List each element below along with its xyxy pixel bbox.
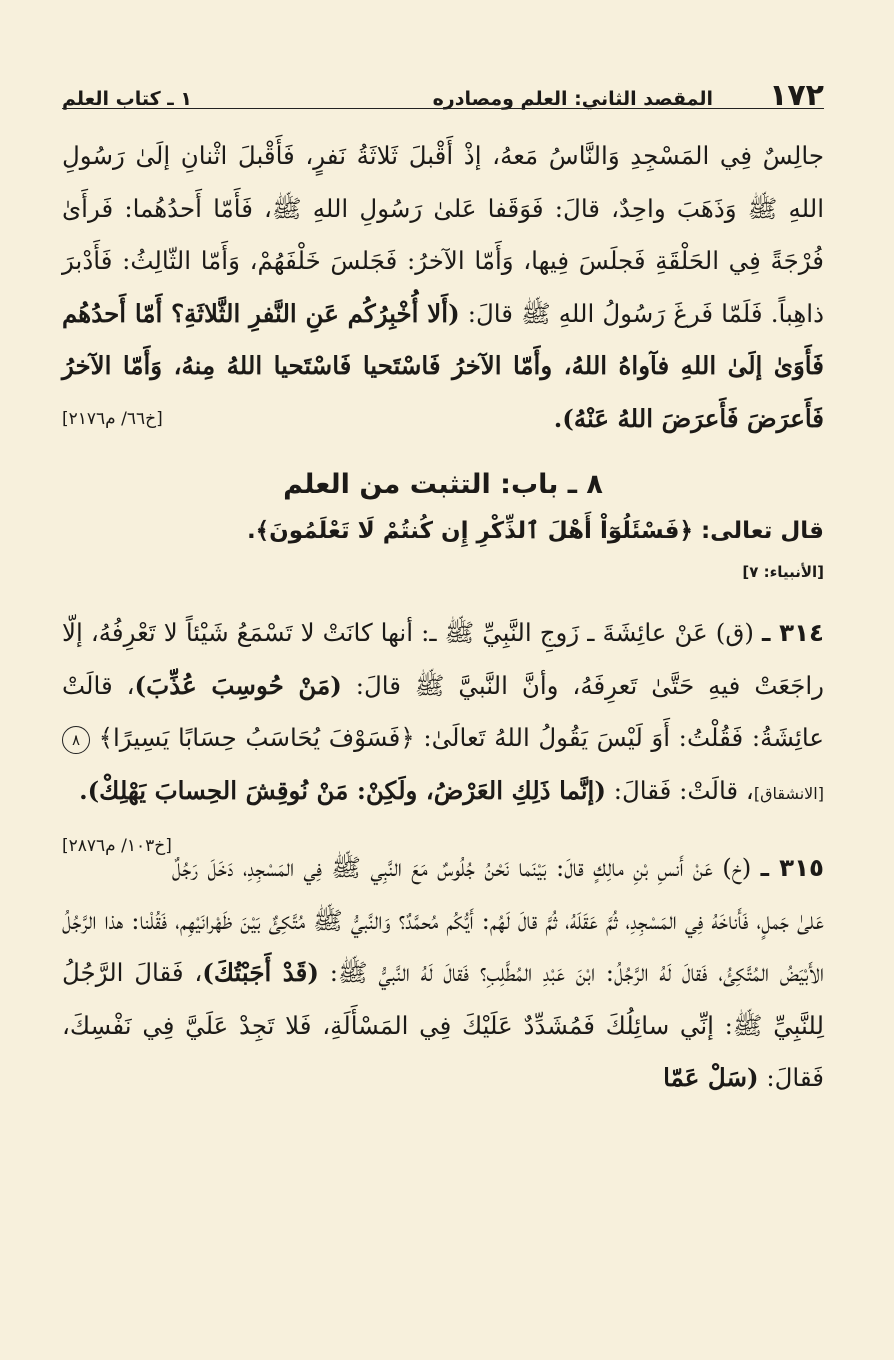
prophetic-saying: (أَلا أُخْبِرُكُم عَنِ النَّفرِ الثَّلاثَةِ؟ أَمّا أَحدُهُم فَأَوَىٰ إلَىٰ اللهِ فآواهُ اللهُ، وأَمّا الآخرُ فَاسْتَحيا فَاسْتَحيا اللهُ مِنهُ، وَأَمّا الآخرُ فَأَعرَضَ فَأَعرَضَ اللهُ عَنْهُ). <box>62 298 824 433</box>
hadith-314 <box>62 607 824 856</box>
verse-intro: قال تعالى: <box>692 518 824 544</box>
hadith-text: (ق) عَنْ عائِشَةَ ـ زَوجِ النَّبِيِّ ﷺ ـ: أنها كانَتْ لا تَسْمَعُ شَيْئاً لا تَعْرِفُهُ، إلّا راجَعَتْ فيهِ حَتَّىٰ تَعرِفَهُ، وأنَّ النَّبيَّ ﷺ قالَ: <box>62 618 824 700</box>
section-heading: ٨ ـ باب: التثبت من العلم <box>283 469 603 500</box>
paragraph-text: جالِسٌ فِي المَسْجِدِ وَالنَّاسُ مَعهُ، إذْ أَقْبلَ ثَلاثَةُ نَفرٍ، فَأَقْبلَ اثْنانِ إلَىٰ رَسُولِ اللهِ ﷺ وَذَهَبَ واحِدٌ، قالَ: فَوَقَفا عَلىٰ رَسُولِ اللهِ ﷺ، فَأَمّا أَحدُهُما: فَرأَىٰ فُرْجَةً فِي الحَلْقَةِ فَجلَسَ فِيها، وَأَمّا الآخرُ: فَجَلسَ خَلْفَهُمْ، وَأَمّا الثّالِثُ: فَأَدْبرَ ذاهِباً. فَلَمّا فَرغَ رَسُولُ اللهِ ﷺ قالَ: <box>62 141 824 328</box>
running-title: المقصد الثاني: العلم ومصادره <box>432 88 714 110</box>
chapter-title: ١ ـ كتاب العلم <box>62 88 193 110</box>
continuation-paragraph <box>62 130 824 445</box>
hadith-text: ، فَقالَ الرَّجُلُ لِلنَّبِيِّ ﷺ: إنِّي سائِلُكَ فَمُشَدِّدٌ عَلَيْكَ فِي المَسْأَلَةِ، فَلا تَجِدْ عَلَيَّ فِي نَفْسِكَ، فَقالَ: <box>62 958 824 1092</box>
hadith-number: ٣١٤ ـ <box>761 618 824 647</box>
header-rule <box>62 108 824 109</box>
hadith-number: ٣١٥ ـ <box>760 853 825 882</box>
prophetic-saying: (مَنْ حُوسِبَ عُذِّبَ) <box>134 670 342 700</box>
prophetic-saying: (قَدْ أَجَبْتُكَ) <box>202 958 319 987</box>
verse-reference: [الأنبياء: ٧] <box>742 563 824 581</box>
quran-verse: ﴿فَسْئَلُوٓاْ أَهْلَ ٱلذِّكْرِ إِن كُنتُمْ لَا تَعْلَمُونَ﴾. <box>246 518 693 544</box>
source-reference: [خ١٠٣/ م٢٨٧٦] <box>62 836 172 856</box>
hadith-text: ، قالَتْ: فَقالَ: <box>605 775 754 805</box>
hadith-315 <box>62 842 824 1105</box>
prophetic-saying: (سَلْ عَمّا <box>663 1063 759 1092</box>
source-reference: [خ٦٦/ م٢١٧٦] <box>62 408 163 429</box>
page-number: ١٧٢ <box>769 78 824 113</box>
hadith-text: (خ) عَنْ أَنسِ بْنِ مالِكٍ قالَ: بَيْنَما نَحْنُ جُلُوسٌ مَعَ النَّبِي ﷺ فِي المَسْجِدِ، دَخَلَ رَجُلٌ عَلىٰ جَملٍ، فَأَناخَهُ فِي المَسْجِدِ، ثُمَّ عَقَلَهُ، ثُمَّ قالَ لَهُم: أَيُّكُم مُحمَّدٌ؟ وَالنَّبيُّ ﷺ مُتَّكِئٌ بَيْنَ ظَهْرانَيْهِم، فَقُلْنا: هذا الرَّجُلُ الأَبْيَضُ المُتَّكِئُ، فَقالَ لَهُ الرَّجُلُ: ابْنَ عَبْدِ المُطَّلِبِ؟ فَقالَ لَهُ النَّبيُّ ﷺ: <box>62 853 825 987</box>
quran-verse: ﴿فَسَوْفَ يُحَاسَبُ حِسَابًا يَسِيرًا﴾ <box>98 723 415 752</box>
verse-number-marker: ٨ <box>62 726 90 754</box>
sura-name: [الانشقاق] <box>753 783 824 803</box>
verse-line <box>62 509 824 553</box>
prophetic-saying: (إنَّما ذَلِكِ العَرْضُ، ولَكِنْ: مَنْ نُوقِشَ الحِسابَ يَهْلِكْ). <box>79 775 606 805</box>
hadith-text: ، قالَتْ عائِشَةُ: فَقُلْتُ: أَوَ لَيْسَ يَقُولُ اللهُ تَعالَىٰ: <box>62 670 824 752</box>
page-body <box>62 130 824 1105</box>
